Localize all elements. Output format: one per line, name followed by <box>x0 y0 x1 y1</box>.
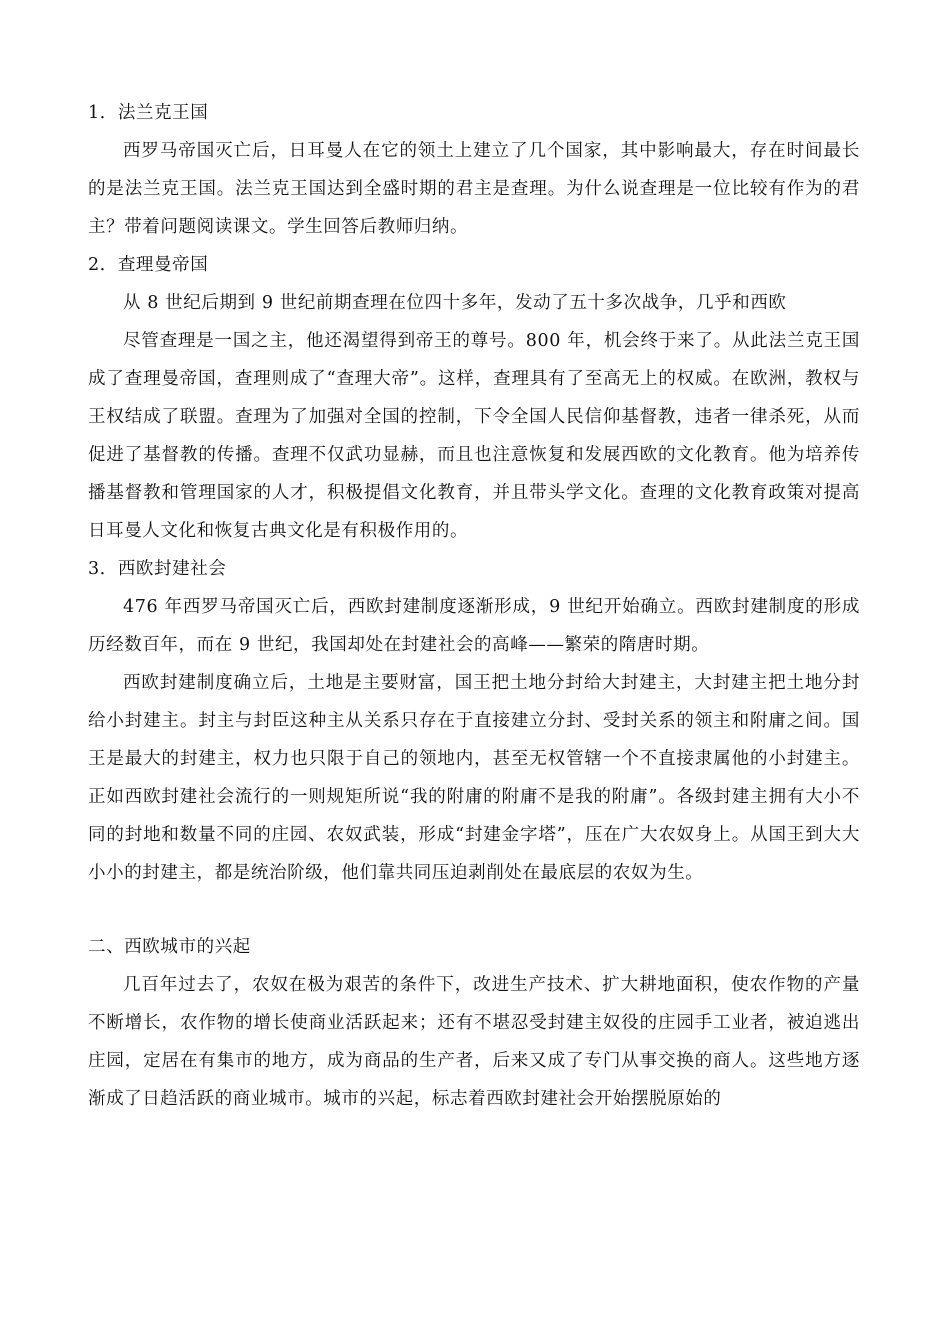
paragraph-charlemagne-emperor: 尽管查理是一国之主，他还渴望得到帝王的尊号。800 年，机会终于来了。从此法兰克王国成了查理曼帝国，查理则成了“查理大帝”。这样，查理具有了至高无上的权威。在欧洲，教权与王权结成了联盟。查理为了加强对全国的控制，下令全国人民信仰基督教，违者一律杀死，从而促进了基督教的传播。查理不仅武功显赫，而且也注意恢复和发展西欧的文化教育。他为培养传播基督教和管理国家的人才，积极提倡文化教育，并且带头学文化。查理的文化教育政策对提高日耳曼人文化和恢复古典文化是有积极作用的。 <box>88 331 860 541</box>
paragraph-rise-of-cities: 几百年过去了，农奴在极为艰苦的条件下，改进生产技术、扩大耕地面积，使农作物的产量不断增长，农作物的增长使商业活跃起来；还有不堪忍受封建主奴役的庄园手工业者，被迫逃出庄园，定居在有集市的地方，成为商品的生产者，后来又成了专门从事交换的商人。这些地方逐渐成了日趋活跃的商业城市。城市的兴起，标志着西欧封建社会开始摆脱原始的 <box>88 975 860 1109</box>
section-spacer <box>88 892 860 928</box>
paragraph-frankish-kingdom: 西罗马帝国灭亡后，日耳曼人在它的领土上建立了几个国家，其中影响最大，存在时间最长的是法兰克王国。法兰克王国达到全盛时期的君主是查理。为什么说查理是一位比较有作为的君主？带着问题阅读课文。学生回答后教师归纳。 <box>88 141 860 237</box>
paragraph-feudal-formation: 476 年西罗马帝国灭亡后，西欧封建制度逐渐形成，9 世纪开始确立。西欧封建制度的形成历经数百年，而在 9 世纪，我国却处在封建社会的高峰——繁荣的隋唐时期。 <box>88 597 860 655</box>
heading-frankish-kingdom: 1．法兰克王国 <box>88 103 209 123</box>
heading-rise-of-cities: 二、西欧城市的兴起 <box>88 937 251 957</box>
heading-charlemagne-empire: 2．查理曼帝国 <box>88 255 209 275</box>
paragraph-charlemagne-wars: 从 8 世纪后期到 9 世纪前期查理在位四十多年，发动了五十多次战争，几乎和西欧 <box>123 293 787 313</box>
document-page <box>88 94 860 1118</box>
paragraph-feudal-hierarchy: 西欧封建制度确立后，土地是主要财富，国王把土地分封给大封建主，大封建主把土地分封给小封建主。封主与封臣这种主从关系只存在于直接建立分封、受封关系的领主和附庸之间。国王是最大的封建主，权力也只限于自己的领地内，甚至无权管辖一个不直接隶属他的小封建主。正如西欧封建社会流行的一则规矩所说“我的附庸的附庸不是我的附庸”。各级封建主拥有大小不同的封地和数量不同的庄园、农奴武装，形成“封建金字塔”，压在广大农奴身上。从国王到大大小小的封建主，都是统治阶级，他们靠共同压迫剥削处在最底层的农奴为生。 <box>88 673 860 883</box>
heading-western-feudal-society: 3．西欧封建社会 <box>88 559 227 579</box>
